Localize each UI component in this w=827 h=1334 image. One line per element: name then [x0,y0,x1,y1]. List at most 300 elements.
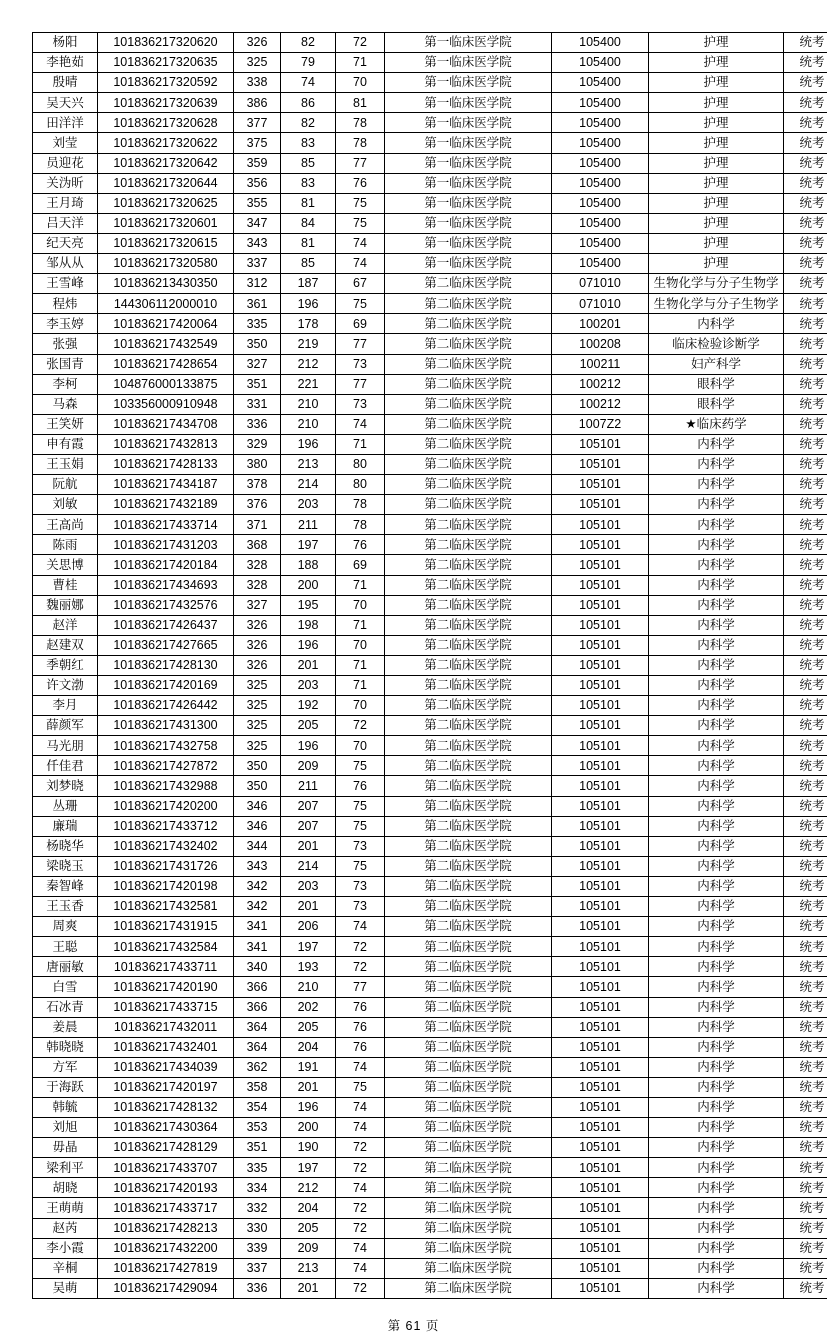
cell-score-one: 204 [281,1198,336,1218]
cell-total-score: 346 [234,816,281,836]
table-row [33,334,827,354]
cell-major-name: 内科学 [649,1278,784,1298]
cell-score-one: 86 [281,93,336,113]
cell-score-two: 70 [336,595,385,615]
cell-college: 第一临床医学院 [385,254,552,274]
cell-score-two: 75 [336,756,385,776]
cell-total-score: 378 [234,475,281,495]
cell-exam-id: 101836217428654 [98,354,234,374]
cell-name: 魏丽娜 [33,595,98,615]
cell-score-one: 188 [281,555,336,575]
table-row [33,354,827,374]
cell-exam-type: 统考 [784,193,827,213]
cell-score-two: 70 [336,736,385,756]
cell-exam-id: 101836217431203 [98,535,234,555]
cell-college: 第二临床医学院 [385,897,552,917]
cell-college: 第一临床医学院 [385,53,552,73]
cell-major-name: 内科学 [649,856,784,876]
table-row [33,173,827,193]
cell-exam-id: 101836217433712 [98,816,234,836]
cell-college: 第一临床医学院 [385,113,552,133]
cell-score-two: 74 [336,1178,385,1198]
cell-score-one: 79 [281,53,336,73]
cell-major-code: 071010 [552,294,649,314]
cell-exam-type: 统考 [784,816,827,836]
cell-score-two: 77 [336,374,385,394]
cell-score-one: 190 [281,1138,336,1158]
table-row [33,1077,827,1097]
cell-exam-type: 统考 [784,957,827,977]
cell-major-code: 105400 [552,113,649,133]
cell-total-score: 334 [234,1178,281,1198]
cell-exam-type: 统考 [784,1178,827,1198]
cell-college: 第二临床医学院 [385,856,552,876]
cell-total-score: 343 [234,856,281,876]
cell-exam-type: 统考 [784,1158,827,1178]
cell-exam-type: 统考 [784,515,827,535]
cell-college: 第二临床医学院 [385,917,552,937]
cell-total-score: 364 [234,1037,281,1057]
cell-name: 周爽 [33,917,98,937]
cell-total-score: 330 [234,1218,281,1238]
table-row [33,1158,827,1178]
cell-college: 第二临床医学院 [385,716,552,736]
cell-exam-id: 101836217320628 [98,113,234,133]
cell-total-score: 332 [234,1198,281,1218]
cell-score-one: 201 [281,1278,336,1298]
cell-college: 第二临床医学院 [385,274,552,294]
cell-major-code: 105101 [552,595,649,615]
cell-major-code: 105101 [552,615,649,635]
cell-score-one: 202 [281,997,336,1017]
cell-major-name: 内科学 [649,937,784,957]
cell-score-two: 80 [336,475,385,495]
cell-college: 第二临床医学院 [385,535,552,555]
cell-major-code: 071010 [552,274,649,294]
cell-score-one: 209 [281,1238,336,1258]
cell-major-code: 100212 [552,374,649,394]
cell-exam-id: 101836217427872 [98,756,234,776]
cell-score-two: 69 [336,555,385,575]
cell-major-code: 105101 [552,495,649,515]
cell-score-two: 71 [336,434,385,454]
cell-college: 第二临床医学院 [385,1138,552,1158]
table-row [33,1198,827,1218]
cell-name: 丛珊 [33,796,98,816]
cell-major-name: 内科学 [649,1198,784,1218]
table-row [33,1138,827,1158]
table-row [33,716,827,736]
cell-exam-id: 104876000133875 [98,374,234,394]
cell-score-one: 210 [281,977,336,997]
cell-college: 第二临床医学院 [385,334,552,354]
cell-name: 田洋洋 [33,113,98,133]
cell-exam-type: 统考 [784,595,827,615]
cell-major-name: 内科学 [649,1057,784,1077]
cell-major-code: 105400 [552,173,649,193]
cell-major-name: 护理 [649,73,784,93]
cell-exam-id: 101836217432813 [98,434,234,454]
cell-score-two: 74 [336,414,385,434]
cell-exam-id: 101836217320635 [98,53,234,73]
cell-name: 白雪 [33,977,98,997]
cell-exam-type: 统考 [784,997,827,1017]
cell-total-score: 337 [234,254,281,274]
cell-total-score: 376 [234,495,281,515]
cell-major-name: 内科学 [649,816,784,836]
cell-exam-id: 101836217428133 [98,454,234,474]
cell-exam-type: 统考 [784,254,827,274]
cell-college: 第二临床医学院 [385,796,552,816]
cell-score-two: 76 [336,1037,385,1057]
cell-major-name: 内科学 [649,977,784,997]
cell-exam-type: 统考 [784,475,827,495]
cell-name: 关沩昕 [33,173,98,193]
cell-college: 第一临床医学院 [385,93,552,113]
cell-exam-id: 101836217420190 [98,977,234,997]
cell-score-one: 197 [281,1158,336,1178]
cell-name: 于海跃 [33,1077,98,1097]
cell-total-score: 341 [234,937,281,957]
cell-name: 季朝红 [33,655,98,675]
cell-score-two: 70 [336,73,385,93]
cell-exam-type: 统考 [784,776,827,796]
cell-exam-id: 101836217434693 [98,575,234,595]
cell-college: 第二临床医学院 [385,495,552,515]
cell-total-score: 361 [234,294,281,314]
cell-exam-id: 101836217428213 [98,1218,234,1238]
cell-score-one: 203 [281,495,336,515]
cell-score-one: 83 [281,133,336,153]
cell-major-code: 105101 [552,655,649,675]
table-row [33,1057,827,1077]
cell-total-score: 343 [234,233,281,253]
cell-name: 马光朋 [33,736,98,756]
cell-total-score: 350 [234,756,281,776]
cell-major-name: 内科学 [649,555,784,575]
cell-score-one: 196 [281,1097,336,1117]
cell-college: 第二临床医学院 [385,816,552,836]
cell-major-name: 内科学 [649,1258,784,1278]
table-row [33,595,827,615]
table-row [33,73,827,93]
cell-college: 第一临床医学院 [385,213,552,233]
cell-name: 员迎花 [33,153,98,173]
cell-name: 吴萌 [33,1278,98,1298]
cell-college: 第一临床医学院 [385,33,552,53]
cell-exam-type: 统考 [784,1118,827,1138]
cell-total-score: 329 [234,434,281,454]
cell-name: 刘旭 [33,1118,98,1138]
cell-major-name: 护理 [649,133,784,153]
cell-score-one: 207 [281,816,336,836]
cell-total-score: 347 [234,213,281,233]
cell-score-one: 82 [281,33,336,53]
cell-exam-id: 101836217320642 [98,153,234,173]
cell-score-one: 204 [281,1037,336,1057]
cell-major-name: 临床检验诊断学 [649,334,784,354]
cell-name: 梁晓玉 [33,856,98,876]
cell-college: 第二临床医学院 [385,1218,552,1238]
cell-exam-type: 统考 [784,1238,827,1258]
cell-exam-type: 统考 [784,977,827,997]
cell-major-code: 105101 [552,876,649,896]
cell-name: 马森 [33,394,98,414]
cell-name: 王高尚 [33,515,98,535]
cell-total-score: 377 [234,113,281,133]
cell-major-name: 护理 [649,113,784,133]
cell-score-two: 74 [336,233,385,253]
cell-major-code: 105101 [552,1057,649,1077]
cell-name: 毋晶 [33,1138,98,1158]
cell-major-code: 105101 [552,977,649,997]
cell-total-score: 336 [234,414,281,434]
cell-major-code: 100208 [552,334,649,354]
cell-major-code: 105101 [552,535,649,555]
table-row [33,1218,827,1238]
cell-score-two: 67 [336,274,385,294]
cell-score-two: 72 [336,1158,385,1178]
cell-college: 第二临床医学院 [385,997,552,1017]
cell-major-name: 内科学 [649,1037,784,1057]
cell-exam-type: 统考 [784,736,827,756]
cell-exam-id: 101836217320601 [98,213,234,233]
cell-major-code: 105101 [552,475,649,495]
cell-name: 赵芮 [33,1218,98,1238]
cell-major-name: 内科学 [649,1218,784,1238]
cell-major-name: 护理 [649,213,784,233]
cell-exam-type: 统考 [784,1218,827,1238]
cell-score-two: 74 [336,917,385,937]
cell-name: 殷晴 [33,73,98,93]
table-row [33,676,827,696]
cell-score-two: 73 [336,876,385,896]
cell-score-two: 71 [336,575,385,595]
roster-table-body [33,33,827,1299]
cell-name: 胡晓 [33,1178,98,1198]
cell-college: 第二临床医学院 [385,1017,552,1037]
cell-score-one: 196 [281,294,336,314]
cell-college: 第二临床医学院 [385,294,552,314]
table-row [33,796,827,816]
cell-name: 邹从从 [33,254,98,274]
cell-total-score: 344 [234,836,281,856]
cell-name: 李艳茹 [33,53,98,73]
cell-exam-id: 101836217428130 [98,655,234,675]
cell-total-score: 371 [234,515,281,535]
cell-major-name: 护理 [649,233,784,253]
cell-total-score: 342 [234,897,281,917]
cell-exam-type: 统考 [784,334,827,354]
cell-name: 吕天洋 [33,213,98,233]
table-row [33,897,827,917]
table-row [33,133,827,153]
cell-name: 韩毓 [33,1097,98,1117]
cell-major-code: 105101 [552,1258,649,1278]
cell-exam-type: 统考 [784,1057,827,1077]
cell-major-code: 105101 [552,676,649,696]
cell-total-score: 326 [234,615,281,635]
cell-name: 石冰青 [33,997,98,1017]
cell-major-name: 内科学 [649,736,784,756]
cell-score-one: 219 [281,334,336,354]
cell-score-two: 73 [336,354,385,374]
cell-major-name: 内科学 [649,1118,784,1138]
cell-college: 第二临床医学院 [385,314,552,334]
cell-major-name: ★临床药学 [649,414,784,434]
cell-score-one: 214 [281,856,336,876]
cell-total-score: 325 [234,53,281,73]
cell-exam-id: 101836217320625 [98,193,234,213]
cell-major-name: 眼科学 [649,374,784,394]
cell-major-code: 105400 [552,153,649,173]
cell-exam-id: 101836217433717 [98,1198,234,1218]
cell-score-one: 211 [281,515,336,535]
cell-total-score: 366 [234,997,281,1017]
cell-exam-id: 103356000910948 [98,394,234,414]
cell-major-code: 105101 [552,937,649,957]
cell-major-name: 内科学 [649,716,784,736]
cell-score-two: 76 [336,776,385,796]
cell-score-one: 200 [281,575,336,595]
cell-total-score: 351 [234,374,281,394]
cell-exam-type: 统考 [784,1017,827,1037]
cell-major-code: 100211 [552,354,649,374]
cell-exam-id: 101836217432402 [98,836,234,856]
cell-major-code: 105101 [552,756,649,776]
cell-exam-type: 统考 [784,394,827,414]
cell-score-one: 210 [281,394,336,414]
cell-major-code: 105101 [552,1118,649,1138]
cell-major-code: 105101 [552,997,649,1017]
cell-exam-type: 统考 [784,1037,827,1057]
cell-major-name: 内科学 [649,314,784,334]
cell-exam-id: 101836217433714 [98,515,234,535]
table-row [33,374,827,394]
cell-score-two: 75 [336,213,385,233]
cell-major-code: 105101 [552,555,649,575]
cell-total-score: 358 [234,1077,281,1097]
cell-college: 第一临床医学院 [385,73,552,93]
cell-major-name: 内科学 [649,1158,784,1178]
table-row [33,1118,827,1138]
cell-score-one: 196 [281,434,336,454]
cell-total-score: 364 [234,1017,281,1037]
table-row [33,1258,827,1278]
table-row [33,1037,827,1057]
cell-major-code: 105101 [552,1278,649,1298]
cell-exam-id: 101836217428132 [98,1097,234,1117]
cell-score-two: 72 [336,1218,385,1238]
cell-score-one: 209 [281,756,336,776]
table-row [33,193,827,213]
cell-exam-type: 统考 [784,655,827,675]
cell-major-name: 内科学 [649,756,784,776]
cell-score-one: 81 [281,233,336,253]
cell-score-two: 72 [336,716,385,736]
table-row [33,816,827,836]
cell-score-one: 83 [281,173,336,193]
cell-total-score: 339 [234,1238,281,1258]
cell-exam-id: 101836217432549 [98,334,234,354]
cell-name: 王月琦 [33,193,98,213]
cell-total-score: 312 [234,274,281,294]
cell-major-code: 100201 [552,314,649,334]
cell-college: 第二临床医学院 [385,1178,552,1198]
cell-total-score: 328 [234,555,281,575]
cell-score-one: 205 [281,1218,336,1238]
cell-college: 第二临床医学院 [385,756,552,776]
cell-major-name: 内科学 [649,796,784,816]
cell-score-two: 75 [336,856,385,876]
cell-major-name: 生物化学与分子生物学 [649,274,784,294]
cell-score-two: 72 [336,1198,385,1218]
cell-name: 王笑妍 [33,414,98,434]
cell-exam-id: 101836217420184 [98,555,234,575]
cell-score-two: 78 [336,113,385,133]
cell-college: 第二临床医学院 [385,515,552,535]
table-row [33,1278,827,1298]
cell-name: 赵洋 [33,615,98,635]
cell-major-name: 护理 [649,53,784,73]
cell-exam-type: 统考 [784,233,827,253]
cell-major-code: 105101 [552,515,649,535]
cell-major-code: 105101 [552,856,649,876]
cell-major-name: 眼科学 [649,394,784,414]
cell-exam-id: 101836213430350 [98,274,234,294]
cell-total-score: 335 [234,314,281,334]
cell-total-score: 325 [234,696,281,716]
cell-exam-type: 统考 [784,73,827,93]
cell-score-two: 76 [336,997,385,1017]
cell-major-name: 内科学 [649,1138,784,1158]
table-row [33,836,827,856]
cell-total-score: 351 [234,1138,281,1158]
cell-exam-type: 统考 [784,113,827,133]
cell-name: 陈雨 [33,535,98,555]
cell-exam-id: 101836217432581 [98,897,234,917]
cell-score-two: 78 [336,495,385,515]
cell-major-code: 105101 [552,1077,649,1097]
cell-score-one: 210 [281,414,336,434]
cell-score-one: 81 [281,193,336,213]
cell-score-two: 70 [336,696,385,716]
cell-major-code: 105400 [552,93,649,113]
cell-major-name: 内科学 [649,454,784,474]
cell-exam-type: 统考 [784,555,827,575]
cell-exam-type: 统考 [784,1198,827,1218]
cell-exam-type: 统考 [784,856,827,876]
cell-exam-id: 101836217431915 [98,917,234,937]
cell-score-two: 76 [336,173,385,193]
cell-name: 李柯 [33,374,98,394]
cell-college: 第二临床医学院 [385,595,552,615]
cell-exam-type: 统考 [784,93,827,113]
cell-exam-type: 统考 [784,676,827,696]
cell-exam-type: 统考 [784,53,827,73]
cell-major-name: 内科学 [649,676,784,696]
table-row [33,294,827,314]
table-row [33,1017,827,1037]
cell-score-one: 213 [281,1258,336,1278]
table-row [33,957,827,977]
table-row [33,615,827,635]
cell-score-one: 205 [281,716,336,736]
cell-total-score: 368 [234,535,281,555]
cell-major-code: 105101 [552,1198,649,1218]
cell-score-two: 77 [336,334,385,354]
cell-score-one: 85 [281,153,336,173]
